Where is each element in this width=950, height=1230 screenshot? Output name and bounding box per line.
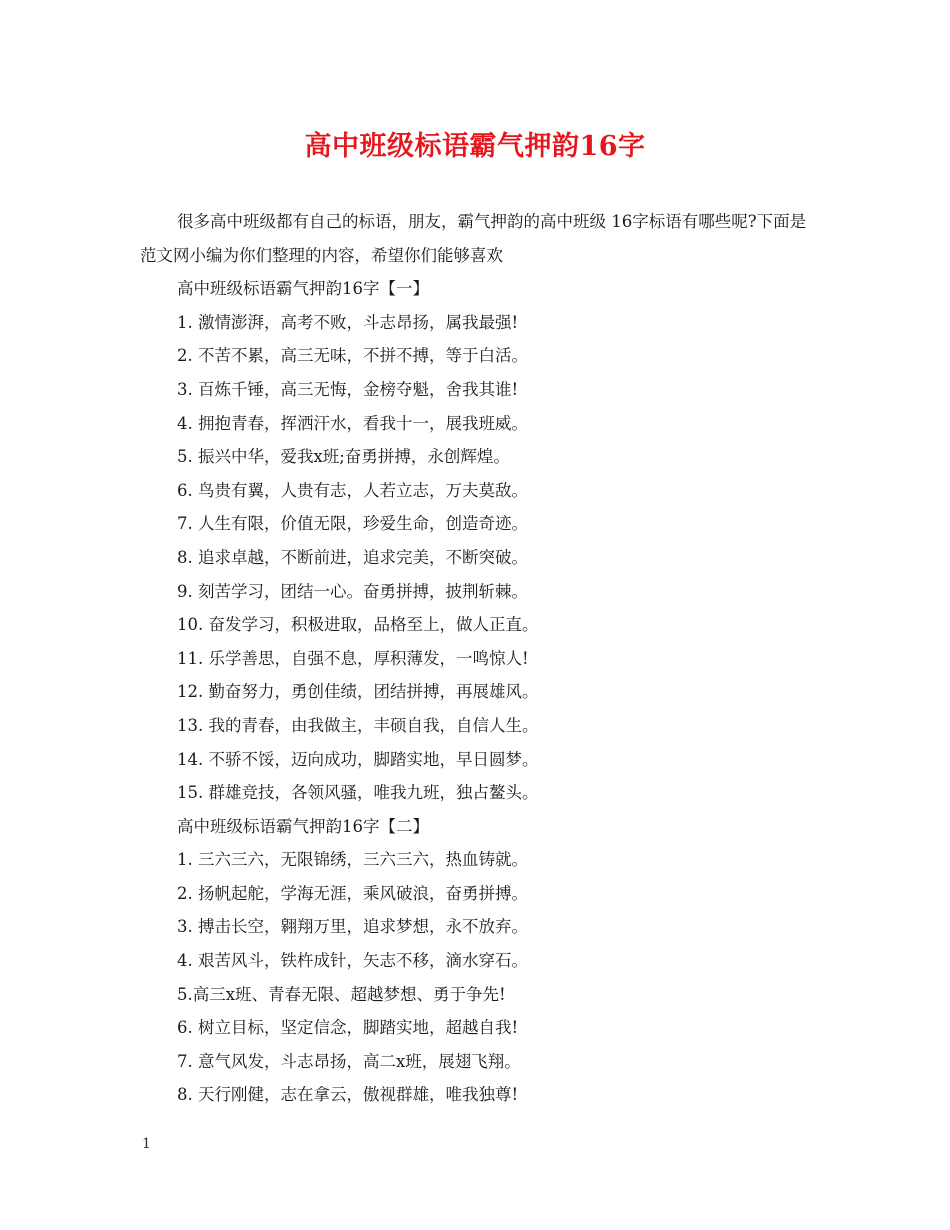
- section-heading-2: 高中班级标语霸气押韵16字【二】: [177, 816, 429, 836]
- slogan-item: 7. 意气风发，斗志昂扬，高二x班，展翅飞翔。: [177, 1051, 521, 1071]
- slogan-item: 5.高三x班、青春无限、超越梦想、勇于争先!: [177, 984, 506, 1004]
- slogan-item: 12. 勤奋努力，勇创佳绩，团结拼搏，再展雄风。: [177, 682, 539, 702]
- slogan-item: 15. 群雄竞技，各领风骚，唯我九班，独占鳌头。: [177, 783, 539, 803]
- slogan-item: 10. 奋发学习，积极进取，品格至上，做人正直。: [177, 615, 539, 635]
- slogan-item: 3. 搏击长空，翱翔万里，追求梦想，永不放弃。: [177, 917, 528, 937]
- slogan-item: 5. 振兴中华，爱我x班;奋勇拼搏，永创辉煌。: [177, 447, 510, 467]
- document-title: 高中班级标语霸气押韵16字: [304, 131, 646, 162]
- slogan-item: 2. 扬帆起舵，学海无涯，乘风破浪，奋勇拼搏。: [177, 883, 528, 903]
- section-heading-1: 高中班级标语霸气押韵16字【一】: [177, 279, 429, 299]
- slogan-item: 13. 我的青春，由我做主，丰硕自我，自信人生。: [177, 715, 539, 735]
- slogan-item: 7. 人生有限，价值无限，珍爱生命，创造奇迹。: [177, 514, 528, 534]
- slogan-item: 8. 追求卓越，不断前进，追求完美，不断突破。: [177, 547, 528, 567]
- slogan-item: 2. 不苦不累，高三无味，不拼不搏，等于白活。: [177, 346, 528, 366]
- document-body: [140, 205, 820, 1112]
- slogan-item: 4. 艰苦风斗，铁杵成针，矢志不移，滴水穿石。: [177, 951, 528, 971]
- slogan-item: 6. 鸟贵有翼，人贵有志，人若立志，万夫莫敌。: [177, 480, 528, 500]
- slogan-item: 1. 三六三六，无限锦绣，三六三六，热血铸就。: [177, 850, 528, 870]
- intro-paragraph: 很多高中班级都有自己的标语，朋友，霸气押韵的高中班级 16字标语有哪些呢?下面是范文网小编为你们整理的内容，希望你们能够喜欢: [140, 212, 807, 265]
- slogan-item: 3. 百炼千锤，高三无悔，金榜夺魁，舍我其谁!: [177, 379, 519, 399]
- page-number: 1: [142, 1136, 151, 1152]
- slogan-item: 14. 不骄不馁，迈向成功，脚踏实地，早日圆梦。: [177, 749, 539, 769]
- slogan-item: 6. 树立目标，坚定信念，脚踏实地，超越自我!: [177, 1018, 519, 1038]
- slogan-item: 1. 激情澎湃，高考不败，斗志昂扬，属我最强!: [177, 312, 519, 332]
- slogan-item: 4. 拥抱青春，挥洒汗水，看我十一，展我班威。: [177, 413, 528, 433]
- slogan-item: 11. 乐学善思，自强不息，厚积薄发，一鸣惊人!: [177, 648, 529, 668]
- slogan-item: 8. 天行刚健，志在拿云，傲视群雄，唯我独尊!: [177, 1085, 519, 1105]
- slogan-item: 9. 刻苦学习，团结一心。奋勇拼搏，披荆斩棘。: [177, 581, 528, 601]
